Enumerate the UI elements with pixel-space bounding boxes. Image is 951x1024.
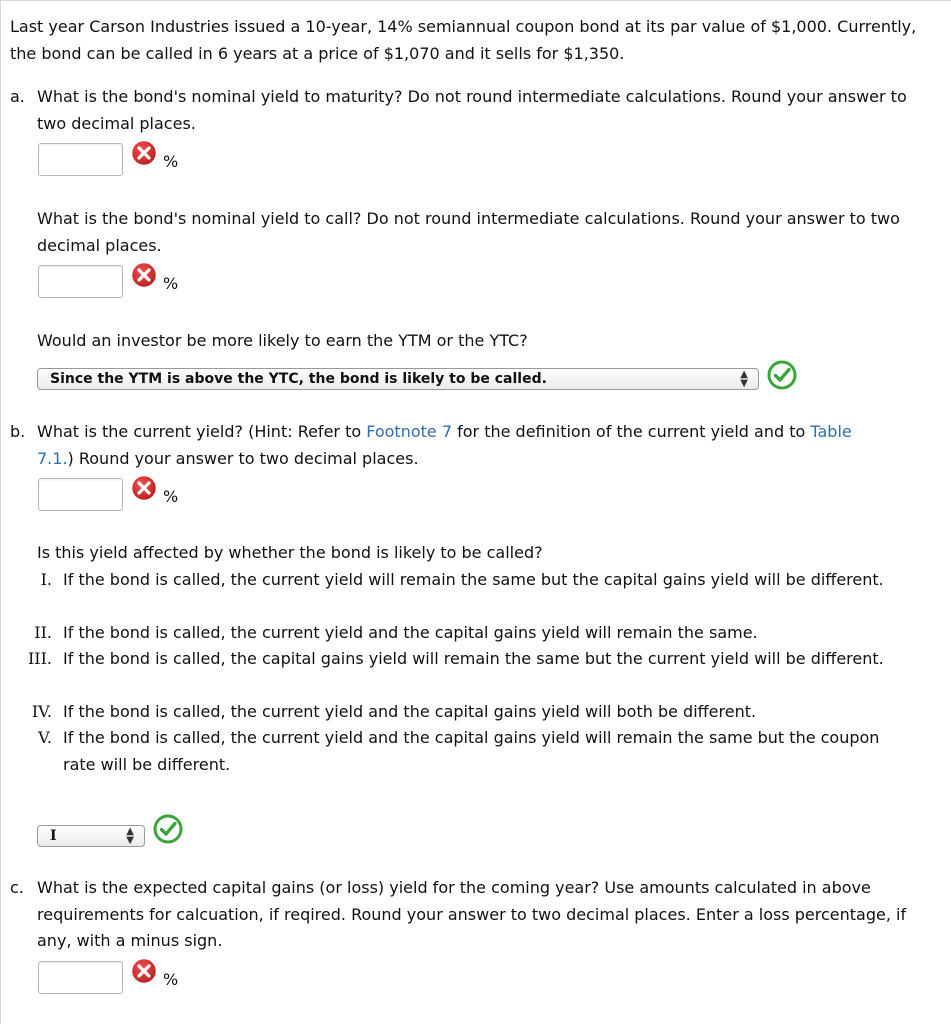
updown-arrows-icon: ▲ ▼ [126,826,134,846]
check-circle-icon [767,360,797,390]
part-a-question-ytm: What is the bond's nominal yield to maturity? Do not round intermediate calculations. Round your answer to two decimal places. [37,87,907,133]
option-text: If the bond is called, the current yield and the capital gains yield will remain the same. [63,623,758,642]
ytc-input[interactable] [38,265,123,298]
option-number: IV. [31,702,52,721]
table-7-1-link[interactable]: 7.1. [37,448,68,468]
updown-arrows-icon: ▲ ▼ [740,369,748,389]
part-b-text-3: ) Round your answer to two decimal places. [67,448,419,468]
option-number: V. [38,728,52,747]
ytm-percent-unit: % [163,152,179,171]
table-link[interactable]: Table [810,422,852,441]
part-b-question-current-yield [37,419,937,472]
part-a-letter: a. [10,87,25,106]
option-number: I. [40,570,52,589]
ytm-ytc-select-value: Since the YTM is above the YTC, the bond is likely to be called. [50,371,547,387]
ytm-ytc-select[interactable] [37,368,759,390]
yield-affected-select-value: I [50,828,57,844]
option-number: III. [27,649,52,668]
option-text: If the bond is called, the current yield and the capital gains yield will remain the same but the coupon rate will be different. [63,728,880,774]
ytc-percent-unit: % [163,274,179,293]
option-text: If the bond is called, the current yield will remain the same but the capital gains yield will be different. [63,570,884,589]
part-b-text-2: for the definition of the current yield and to [452,422,811,441]
yield-affected-select[interactable] [37,825,145,847]
part-c-letter: c. [10,878,24,897]
part-b-letter: b. [10,422,26,441]
part-c-question-capital-gains: What is the expected capital gains (or loss) yield for the coming year? Use amounts calculated in above requirements for calcuation, if reqired. Round your answer to two decimal places. Enter a loss percentage, if any, with a minus sign. [37,878,907,950]
problem-statement: Last year Carson Industries issued a 10-year, 14% semiannual coupon bond at its par value of $1,000. Currently, the bond can be called in 6 years at a price of $1,070 and it sells for $1,350. [10,17,917,63]
option-text: If the bond is called, the capital gains yield will remain the same but the current yield will be different. [63,649,884,668]
x-circle-icon [130,261,158,289]
check-circle-icon [153,814,183,844]
x-circle-icon [130,474,158,502]
x-circle-icon [130,139,158,167]
ytm-input[interactable] [38,143,123,176]
part-b-question-yield-affected: Is this yield affected by whether the bond is likely to be called? [37,543,543,562]
capital-gains-percent-unit: % [163,970,179,989]
part-a-question-ytm-or-ytc: Would an investor be more likely to earn the YTM or the YTC? [37,331,528,350]
part-a-question-ytc: What is the bond's nominal yield to call? Do not round intermediate calculations. Round your answer to two decimal places. [37,209,900,255]
option-text: If the bond is called, the current yield and the capital gains yield will both be different. [63,702,757,721]
current-yield-percent-unit: % [163,487,179,506]
option-number: II. [34,623,52,642]
x-circle-icon [130,957,158,985]
part-b-text-1: What is the current yield? (Hint: Refer to [37,422,367,441]
footnote-7-link[interactable]: Footnote 7 [366,422,453,441]
capital-gains-input[interactable] [38,961,123,994]
current-yield-input[interactable] [38,478,123,511]
